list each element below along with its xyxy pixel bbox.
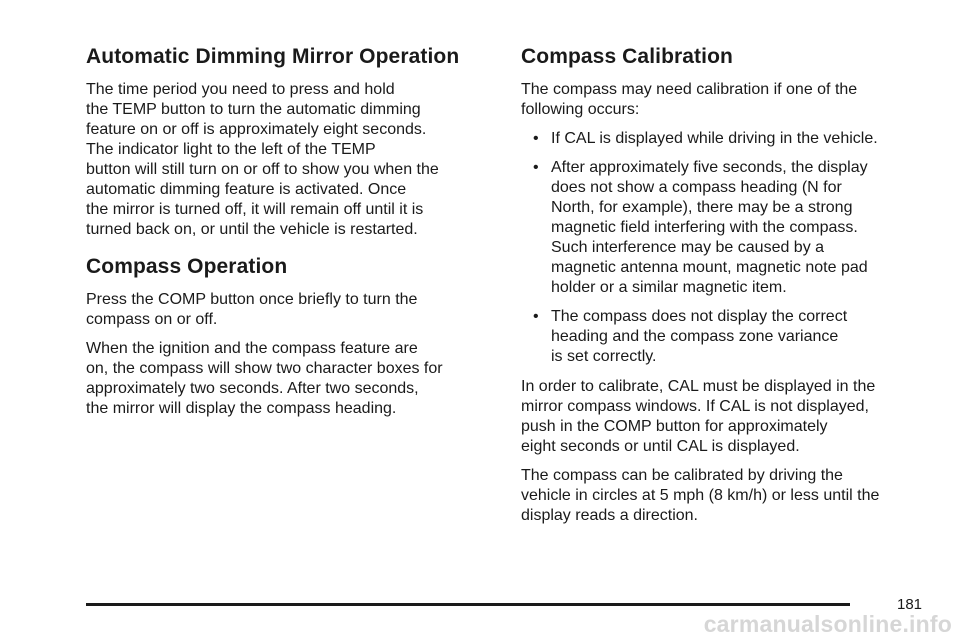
right-column: [521, 44, 931, 535]
watermark: carmanualsonline.info: [703, 611, 952, 637]
heading-automatic-dimming-mirror: Automatic Dimming Mirror Operation: [86, 45, 460, 68]
heading-compass-calibration: Compass Calibration: [521, 45, 733, 68]
paragraph-how-to-calibrate: In order to calibrate, CAL must be displayed in the mirror compass windows. If CAL is not displayed, push in the COMP button for approximately eight seconds or until CAL is displayed.: [521, 378, 876, 455]
footer-divider: [86, 603, 850, 606]
paragraph-comp-button: Press the COMP button once briefly to turn the compass on or off.: [86, 291, 418, 328]
list-item-text: After approximately five seconds, the display does not show a compass heading (N for North, for example), there may be a strong magnetic field interfering with the compass. Such interference may be caused by a magnetic antenna mount, magnetic note pad holder or a similar magnetic item.: [551, 159, 868, 296]
bullet-icon: •: [533, 308, 539, 325]
paragraph-drive-in-circles: The compass can be calibrated by driving the vehicle in circles at 5 mph (8 km/h) or less until the display reads a direction.: [521, 467, 880, 524]
paragraph-calibration-intro: The compass may need calibration if one of the following occurs:: [521, 81, 858, 118]
page-number: 181: [897, 596, 923, 613]
list-item-text: If CAL is displayed while driving in the vehicle.: [551, 130, 878, 147]
paragraph-ignition-compass: When the ignition and the compass feature are on, the compass will show two character boxes for approximately two seconds. After two seconds, the mirror will display the compass heading.: [86, 340, 443, 417]
list-item: [521, 129, 931, 149]
calibration-conditions-list: [521, 129, 931, 367]
list-item-text: The compass does not display the correct heading and the compass zone variance is set correctly.: [551, 308, 848, 365]
heading-compass-operation: Compass Operation: [86, 255, 288, 278]
bullet-icon: •: [533, 159, 539, 176]
paragraph-dimming-mirror: The time period you need to press and hold the TEMP button to turn the automatic dimming feature on or off is approximately eight seconds. The indicator light to the left of the TEMP button will still turn on or off to show you when the automatic dimming feature is activated. Once the mirror is turned off, it will remain off until it is turned back on, or until the vehicle is restarted.: [86, 81, 439, 238]
list-item: [521, 158, 931, 298]
bullet-icon: •: [533, 130, 539, 147]
list-item: [521, 307, 931, 367]
left-column: [86, 44, 496, 428]
